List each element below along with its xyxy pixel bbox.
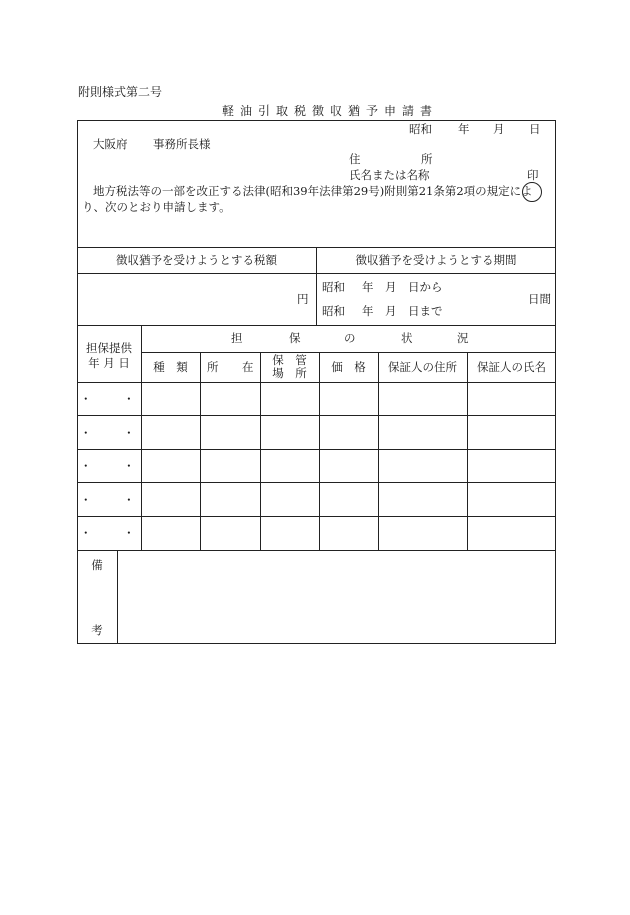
- divider-line: [77, 482, 556, 483]
- divider-line: [378, 352, 379, 550]
- divider-line: [117, 550, 118, 644]
- statement-line-2: り、次のとおり申請します。: [82, 200, 231, 214]
- form-label: 附則様式第二号: [78, 85, 163, 99]
- divider-line: [467, 352, 468, 550]
- period-unit: 日間: [528, 292, 551, 306]
- period-from-year: 年: [362, 280, 374, 294]
- period-from-day: 日から: [408, 280, 443, 294]
- statement-line-1: 地方税法等の一部を改正する法律(昭和39年法律第29号)附則第21条第2項の規定によ: [93, 184, 533, 198]
- column-header-location-b: 在: [242, 360, 254, 374]
- addressee-office: 事務所長様: [153, 137, 211, 151]
- column-header-guarantor-name: 保証人の氏名: [477, 360, 546, 374]
- period-from-month: 月: [385, 280, 397, 294]
- applicant-address-label-b: 所: [421, 152, 433, 166]
- table-row-date-mark: ・ ・: [80, 392, 149, 406]
- divider-line: [77, 550, 556, 551]
- table-row-date-mark: ・ ・: [80, 459, 149, 473]
- column-header-price: 価 格: [331, 360, 366, 374]
- period-to-era: 昭和: [322, 304, 345, 318]
- divider-line: [260, 352, 261, 550]
- period-to-day: 日まで: [408, 304, 443, 318]
- date-day: 日: [529, 122, 541, 136]
- divider-line: [141, 352, 556, 353]
- applicant-address-label-a: 住: [349, 152, 361, 166]
- date-month: 月: [493, 122, 505, 136]
- divider-line: [77, 415, 556, 416]
- column-header-guarantor-address: 保証人の住所: [388, 360, 457, 374]
- column-header-storage-2: 場 所: [272, 366, 307, 380]
- collateral-title-char: 保: [289, 331, 301, 345]
- column-header-storage-1: 保 管: [272, 353, 307, 367]
- divider-line: [319, 352, 320, 550]
- period-header: 徴収猶予を受けようとする期間: [355, 253, 517, 267]
- collateral-date-header-1: 担保提供: [86, 341, 132, 355]
- page-title: 軽油引取税徴収猶予申請書: [222, 104, 439, 118]
- table-row-date-mark: ・ ・: [80, 426, 149, 440]
- column-header-location-a: 所: [207, 360, 219, 374]
- remarks-label-1: 備: [91, 558, 103, 572]
- collateral-title-char: 担: [231, 331, 243, 345]
- collateral-title-char: 状: [401, 331, 413, 345]
- date-era: 昭和: [409, 122, 432, 136]
- collateral-title-char: の: [344, 331, 356, 345]
- collateral-title-char: 況: [457, 331, 469, 345]
- applicant-name-label: 氏名または名称: [349, 168, 430, 182]
- applicant-seal-label: 印: [527, 168, 539, 182]
- amount-header: 徴収猶予を受けようとする税額: [116, 253, 277, 267]
- divider-line: [77, 325, 556, 326]
- amount-unit: 円: [297, 292, 309, 306]
- divider-line: [77, 516, 556, 517]
- period-to-month: 月: [385, 304, 397, 318]
- divider-line: [200, 352, 201, 550]
- period-from-era: 昭和: [322, 280, 345, 294]
- divider-line: [77, 382, 556, 383]
- date-year: 年: [458, 122, 470, 136]
- divider-line: [77, 449, 556, 450]
- table-row-date-mark: ・ ・: [80, 526, 149, 540]
- table-row-date-mark: ・ ・: [80, 493, 149, 507]
- period-to-year: 年: [362, 304, 374, 318]
- addressee-prefecture: 大阪府: [93, 137, 128, 151]
- seal-circle-icon: [522, 182, 542, 202]
- remarks-label-2: 考: [91, 623, 103, 637]
- collateral-date-header-2: 年 月 日: [88, 356, 130, 370]
- column-header-type: 種 類: [153, 360, 188, 374]
